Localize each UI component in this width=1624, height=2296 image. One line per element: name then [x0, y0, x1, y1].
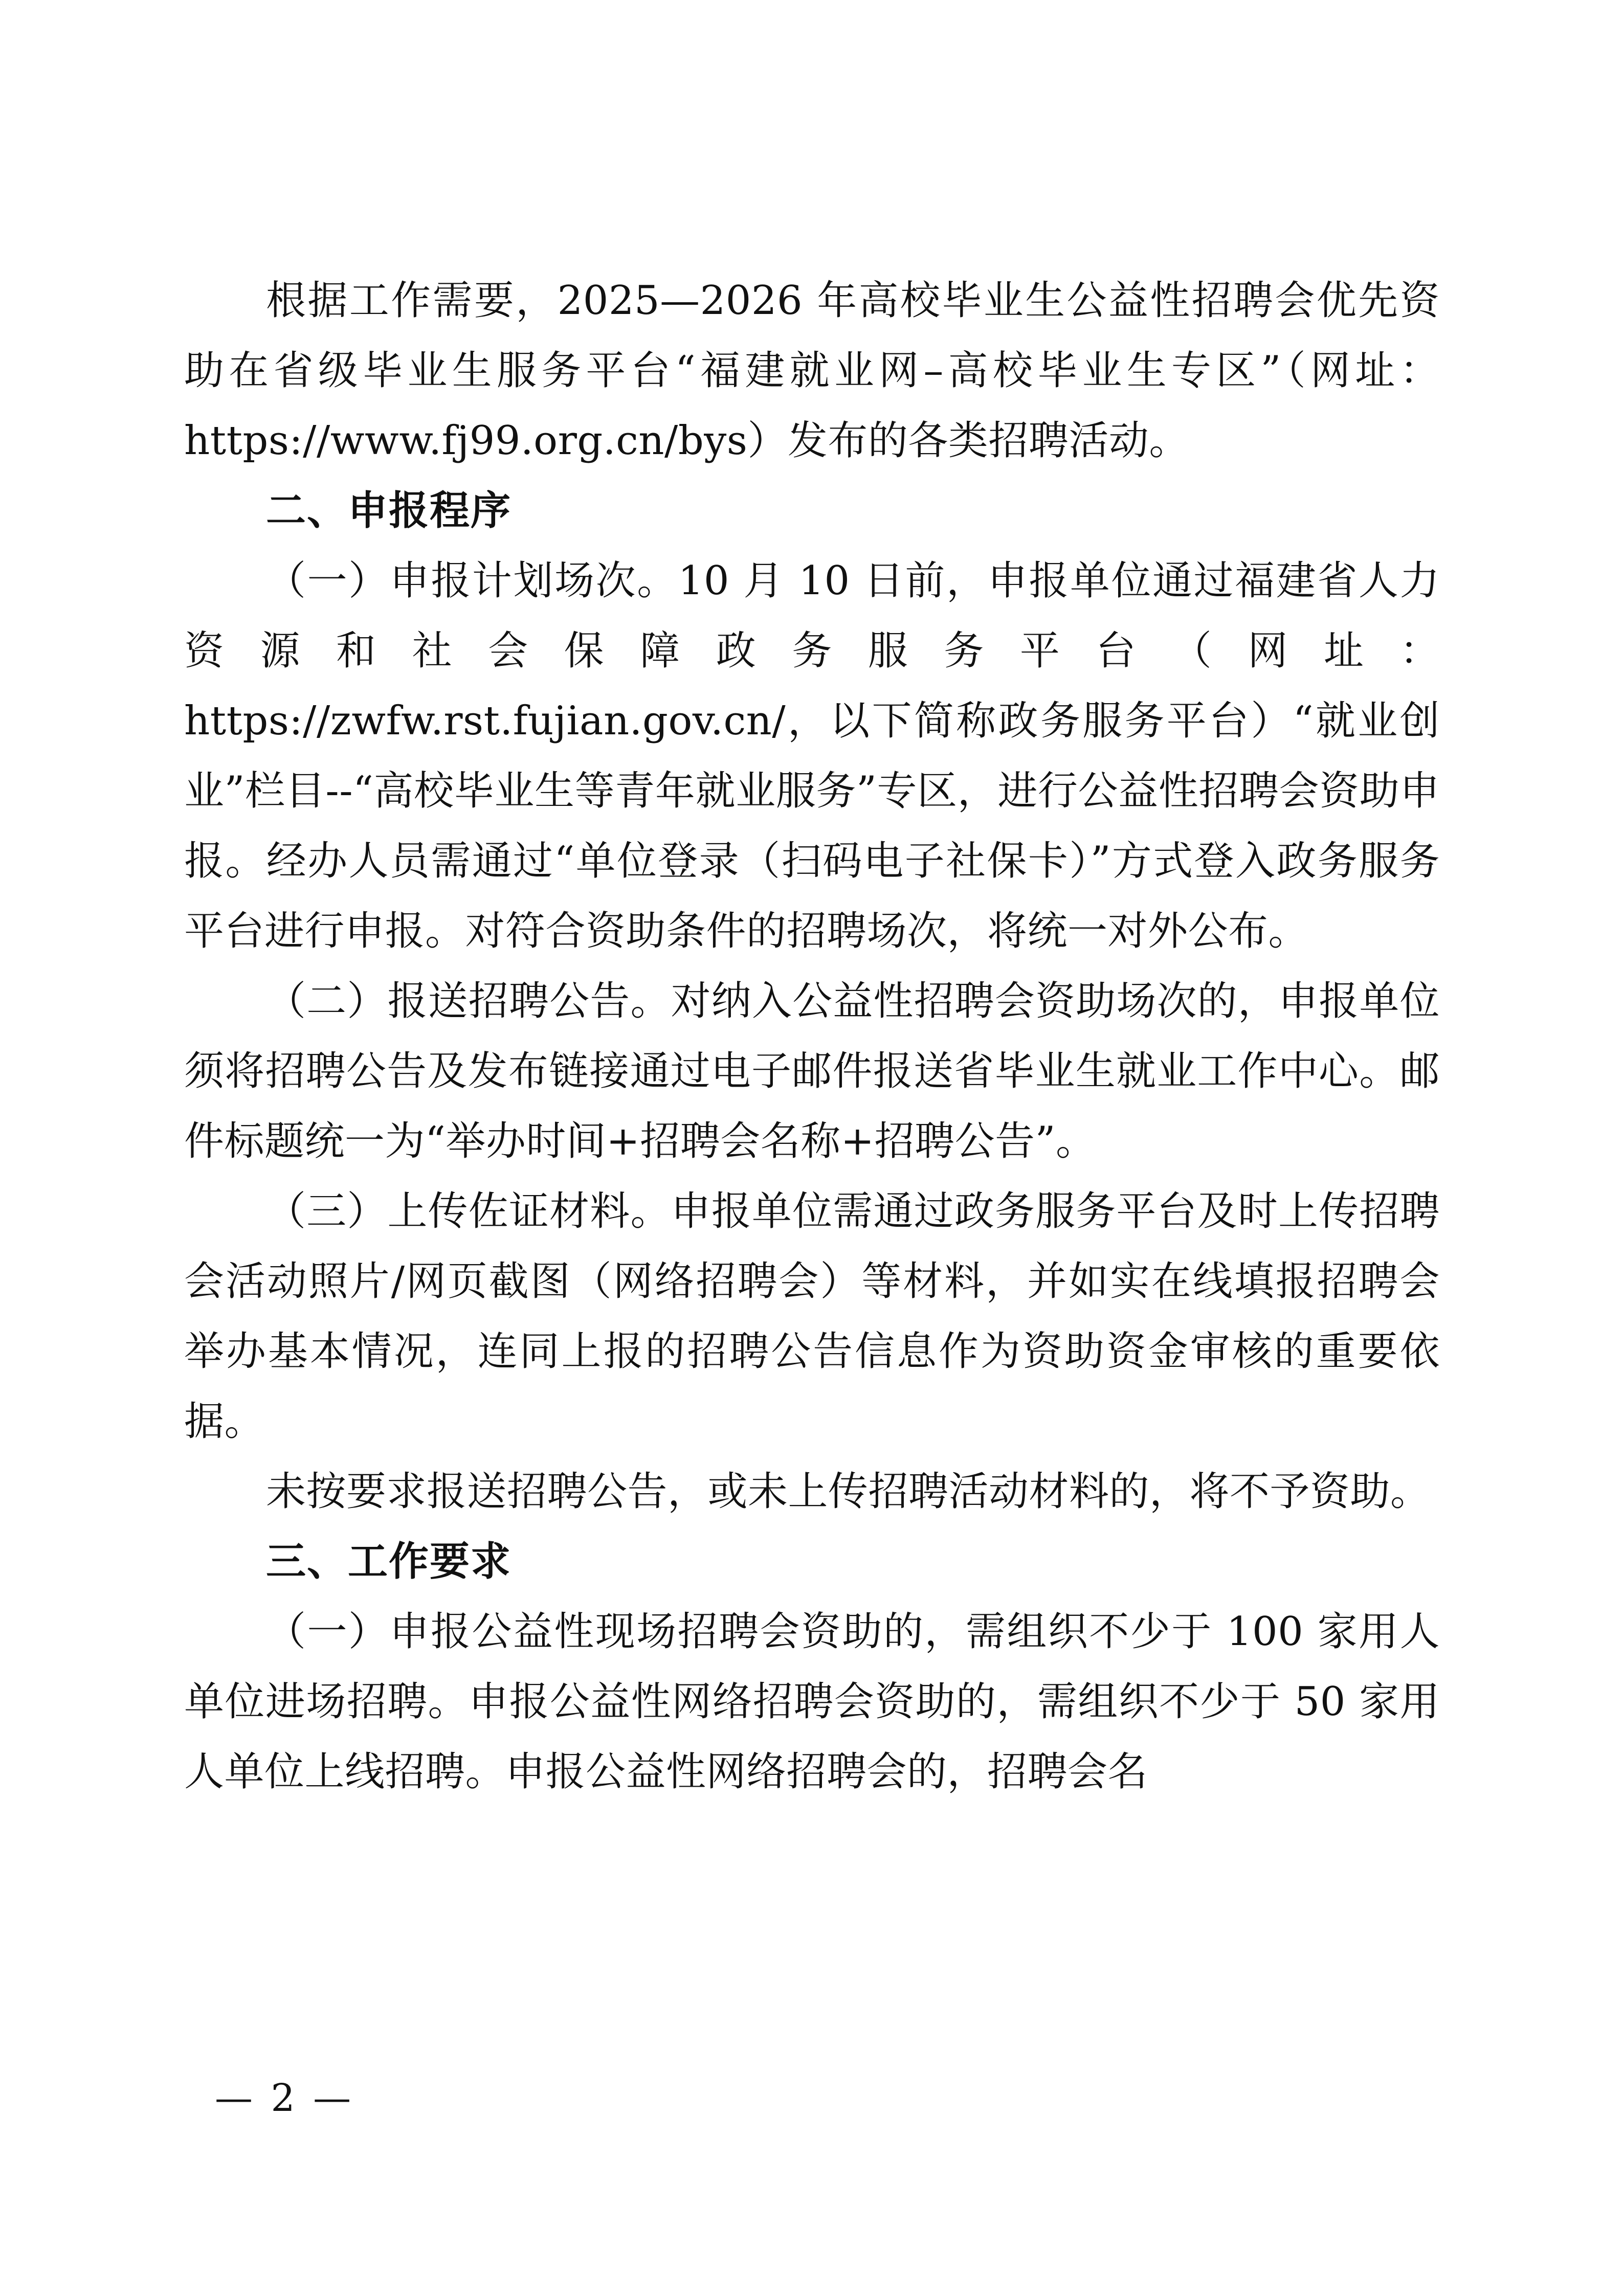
- heading-section-two: 二、申报程序: [266, 488, 512, 534]
- document-body: [184, 266, 1440, 1807]
- paragraph-2-1: （一）申报计划场次。10 月 10 日前，申报单位通过福建省人力资源和社会保障政务服务平台（网址：https://zwfw.rst.fujian.gov.cn/，以下简称政务服务平台）“就业创业”栏目--“高校毕业生等青年就业服务”专区，进行公益性招聘会资助申报。经办人员需通过“单位登录（扫码电子社保卡）”方式登入政务服务平台进行申报。对符合资助条件的招聘场次，将统一对外公布。: [184, 558, 1440, 954]
- paragraph-3-1: （一）申报公益性现场招聘会资助的，需组织不少于 100 家用人单位进场招聘。申报公益性网络招聘会资助的，需组织不少于 50 家用人单位上线招聘。申报公益性网络招聘会的，招聘会名: [184, 1609, 1440, 1795]
- paragraph-2-2: （二）报送招聘公告。对纳入公益性招聘会资助场次的，申报单位须将招聘公告及发布链接通过电子邮件报送省毕业生就业工作中心。邮件标题统一为“举办时间+招聘会名称+招聘公告”。: [184, 978, 1440, 1164]
- paragraph-2-3: （三）上传佐证材料。申报单位需通过政务服务平台及时上传招聘会活动照片/网页截图（网络招聘会）等材料，并如实在线填报招聘会举办基本情况，连同上报的招聘公告信息作为资助资金审核的重要依据。: [184, 1188, 1440, 1445]
- paragraph-intro: 根据工作需要，2025—2026 年高校毕业生公益性招聘会优先资助在省级毕业生服务平台“福建就业网–高校毕业生专区”（网址：https://www.fj99.org.cn/bys）发布的各类招聘活动。: [184, 278, 1440, 464]
- paragraph-2-4: 未按要求报送招聘公告，或未上传招聘活动材料的，将不予资助。: [266, 1469, 1431, 1515]
- page-number: — 2 —: [215, 2076, 354, 2120]
- heading-section-three: 三、工作要求: [266, 1539, 512, 1585]
